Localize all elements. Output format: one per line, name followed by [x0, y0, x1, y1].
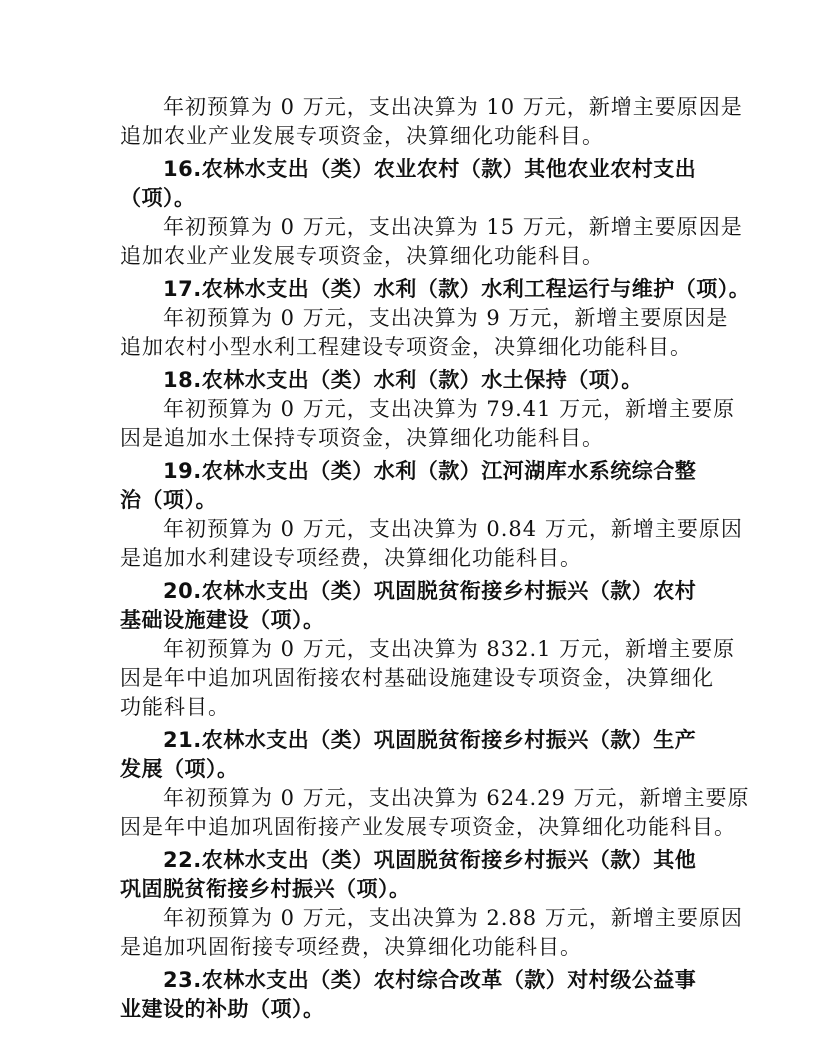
body-paragraph	[120, 784, 750, 842]
paragraph-line: 年初预算为 0 万元，支出决算为 2.88 万元，新增主要原因	[163, 906, 743, 930]
section-heading	[120, 726, 700, 784]
paragraph-line: 年初预算为 0 万元，支出决算为 79.41 万元，新增主要原	[163, 397, 736, 421]
heading-line: 20.农林水支出（类）巩固脱贫衔接乡村振兴（款）农村	[163, 579, 697, 603]
heading-line: 21.农林水支出（类）巩固脱贫衔接乡村振兴（款）生产	[163, 728, 697, 752]
body-paragraph	[120, 515, 743, 573]
paragraph-line: 因是年中追加巩固衔接产业发展专项资金，决算细化功能科目。	[120, 815, 736, 839]
section-heading	[120, 155, 700, 213]
section-heading	[120, 275, 751, 304]
document-content	[120, 93, 751, 1024]
section-heading	[120, 846, 700, 904]
paragraph-line: 年初预算为 0 万元，支出决算为 832.1 万元，新增主要原	[163, 637, 736, 661]
heading-line: 巩固脱贫衔接乡村振兴（项）。	[120, 877, 411, 901]
body-paragraph	[120, 213, 743, 271]
section-heading	[120, 966, 700, 1024]
body-paragraph	[120, 395, 736, 453]
paragraph-line: 追加农业产业发展专项资金，决算细化功能科目。	[120, 124, 604, 148]
body-paragraph	[120, 93, 743, 151]
paragraph-line: 是追加巩固衔接专项经费，决算细化功能科目。	[120, 935, 582, 959]
body-paragraph	[120, 904, 743, 962]
section-heading	[120, 457, 700, 515]
section-heading	[120, 366, 700, 395]
heading-line: 23.农林水支出（类）农村综合改革（款）对村级公益事	[163, 968, 697, 992]
heading-line: 18.农林水支出（类）水利（款）水土保持（项）。	[163, 368, 643, 392]
heading-line: 业建设的补助（项）。	[120, 997, 325, 1021]
paragraph-line: 因是年中追加巩固衔接农村基础设施建设专项资金，决算细化	[120, 666, 714, 690]
paragraph-line: 年初预算为 0 万元，支出决算为 9 万元，新增主要原因是	[163, 306, 729, 330]
body-paragraph	[120, 635, 736, 722]
heading-line: （项）。	[120, 186, 196, 210]
paragraph-line: 追加农业产业发展专项资金，决算细化功能科目。	[120, 244, 604, 268]
paragraph-line: 年初预算为 0 万元，支出决算为 0.84 万元，新增主要原因	[163, 517, 743, 541]
heading-line: 17.农林水支出（类）水利（款）水利工程运行与维护（项）。	[163, 277, 751, 301]
paragraph-line: 功能科目。	[120, 695, 230, 719]
paragraph-line: 年初预算为 0 万元，支出决算为 15 万元，新增主要原因是	[163, 215, 743, 239]
heading-line: 16.农林水支出（类）农业农村（款）其他农业农村支出	[163, 157, 697, 181]
heading-line: 治（项）。	[120, 488, 217, 512]
heading-line: 19.农林水支出（类）水利（款）江河湖库水系统综合整	[163, 459, 697, 483]
paragraph-line: 追加农村小型水利工程建设专项资金，决算细化功能科目。	[120, 335, 692, 359]
heading-line: 22.农林水支出（类）巩固脱贫衔接乡村振兴（款）其他	[163, 848, 697, 872]
body-paragraph	[120, 304, 729, 362]
paragraph-line: 是追加水利建设专项经费，决算细化功能科目。	[120, 546, 582, 570]
paragraph-line: 因是追加水土保持专项资金，决算细化功能科目。	[120, 426, 604, 450]
heading-line: 发展（项）。	[120, 757, 239, 781]
paragraph-line: 年初预算为 0 万元，支出决算为 10 万元，新增主要原因是	[163, 95, 743, 119]
section-heading	[120, 577, 700, 635]
heading-line: 基础设施建设（项）。	[120, 608, 325, 632]
document-page	[120, 93, 751, 1024]
paragraph-line: 年初预算为 0 万元，支出决算为 624.29 万元，新增主要原	[163, 786, 750, 810]
